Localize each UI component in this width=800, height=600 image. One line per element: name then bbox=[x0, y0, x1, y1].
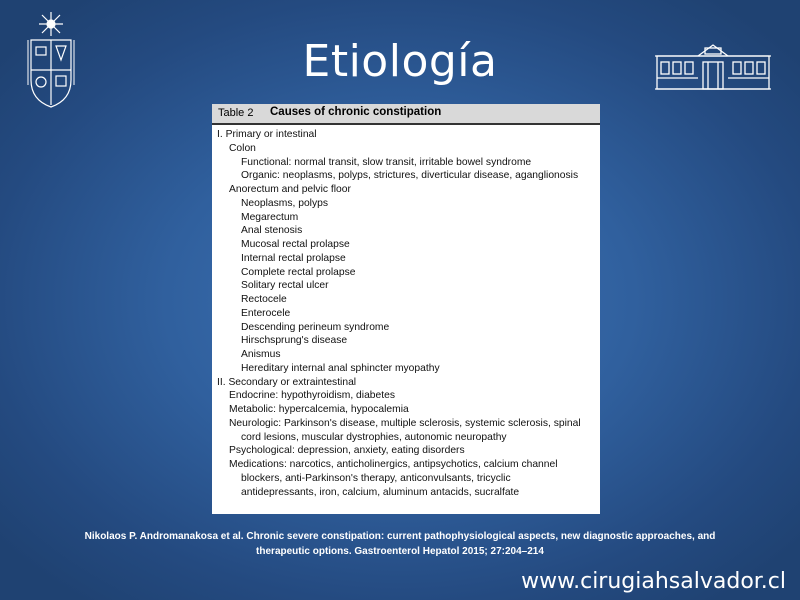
table-row: I. Primary or intestinal bbox=[217, 129, 317, 140]
website-url: www.cirugiahsalvador.cl bbox=[521, 569, 786, 594]
table-row: Neurologic: Parkinson's disease, multiple sclerosis, systemic sclerosis, spinal bbox=[229, 417, 581, 429]
table-row: Descending perineum syndrome bbox=[241, 321, 390, 333]
table-title: Causes of chronic constipation bbox=[270, 106, 442, 118]
table-row: Endocrine: hypothyroidism, diabetes bbox=[229, 390, 395, 402]
table-row: Enterocele bbox=[241, 307, 291, 319]
slide-title: Etiología bbox=[302, 36, 498, 87]
table-row: Internal rectal prolapse bbox=[241, 252, 346, 264]
table-row: Organic: neoplasms, polyps, strictures, diverticular disease, aganglionosis bbox=[241, 170, 579, 182]
table-row: Hereditary internal anal sphincter myopathy bbox=[241, 362, 440, 374]
table-row: blockers, anti-Parkinson's therapy, anticonvulsants, tricyclic bbox=[241, 472, 511, 484]
table-row: Megarectum bbox=[241, 211, 299, 223]
table-row: Complete rectal prolapse bbox=[241, 266, 356, 278]
citation-line-2: therapeutic options. Gastroenterol Hepatol 2015; 27:204–214 bbox=[256, 546, 544, 557]
table-row: Mucosal rectal prolapse bbox=[241, 239, 350, 250]
hospital-building-icon bbox=[653, 42, 773, 92]
table-row: Functional: normal transit, slow transit, irritable bowel syndrome bbox=[241, 156, 532, 168]
citation-line-1: Nikolaos P. Andromanakosa et al. Chronic severe constipation: current pathophysiological aspects, new diagnostic approaches, and bbox=[84, 531, 716, 542]
constipation-causes-table bbox=[212, 104, 600, 514]
table-row: Metabolic: hypercalcemia, hypocalemia bbox=[229, 404, 409, 415]
table-row: antidepressants, iron, calcium, aluminum antacids, sucralfate bbox=[241, 486, 520, 498]
table-row: Anal stenosis bbox=[241, 225, 303, 237]
table-row: Anismus bbox=[241, 349, 281, 360]
table-row: Colon bbox=[229, 142, 256, 154]
table-row: Medications: narcotics, anticholinergics, antipsychotics, calcium channel bbox=[229, 459, 558, 470]
table-header bbox=[212, 104, 600, 125]
table-row: Hirschsprung's disease bbox=[241, 335, 348, 347]
table-row: Solitary rectal ulcer bbox=[241, 280, 329, 292]
citation bbox=[60, 529, 740, 559]
table-row: Rectocele bbox=[241, 294, 287, 305]
table-row: Neoplasms, polyps bbox=[241, 197, 328, 209]
table-row: II. Secondary or extraintestinal bbox=[217, 376, 357, 388]
table-label: Table 2 bbox=[218, 107, 254, 119]
table-row: Psychological: depression, anxiety, eating disorders bbox=[229, 445, 465, 457]
table-row: Anorectum and pelvic floor bbox=[229, 184, 351, 195]
table-row: cord lesions, muscular dystrophies, autonomic neuropathy bbox=[241, 431, 507, 443]
